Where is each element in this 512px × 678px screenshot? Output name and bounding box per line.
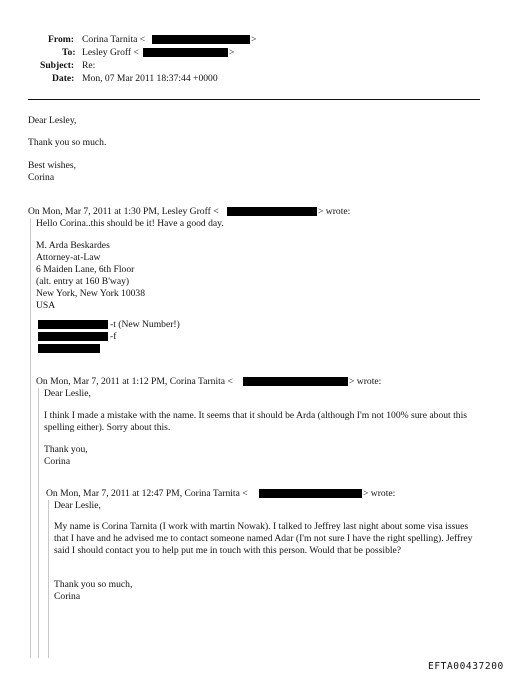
date-label: Date: — [52, 73, 75, 84]
redaction-box — [38, 344, 100, 353]
quote3-signature: Corina — [54, 591, 81, 602]
redaction-box — [243, 377, 348, 386]
quote3-greeting: Dear Leslie, — [54, 500, 101, 511]
quote3-attribution: On Mon, Mar 7, 2011 at 12:47 PM, Corina Tarnita < — [46, 488, 248, 499]
redaction-box — [143, 48, 228, 57]
address-line: New York, New York 10038 — [36, 288, 146, 299]
quote1-attribution-end: > wrote: — [318, 206, 351, 217]
phone2-suffix: -f — [110, 331, 117, 342]
subject-value: Re: — [82, 60, 96, 71]
reply-greeting: Dear Lesley, — [28, 115, 77, 126]
address-line: (alt. entry at 160 B'way) — [36, 276, 130, 287]
reply-closing: Best wishes, — [28, 160, 76, 171]
quote1-line: Hello Corina..this should be it! Have a good day. — [36, 218, 224, 229]
quote1-bar — [30, 218, 31, 658]
quote2-body: I think I made a mistake with the name. It seems that it should be Arda (although I'm not 100% sure about this spelling either). Sorry about this. — [44, 410, 467, 433]
redaction-box — [259, 489, 362, 498]
quote2-attribution-end: > wrote: — [349, 376, 382, 387]
quote2-greeting: Dear Leslie, — [44, 388, 91, 399]
quote2-closing: Thank you, — [44, 444, 88, 455]
quote2-bar — [38, 388, 39, 658]
from-value: Corina Tarnita < — [82, 34, 146, 45]
quote2-attribution: On Mon, Mar 7, 2011 at 1:12 PM, Corina Tarnita < — [36, 376, 233, 387]
quote3-closing: Thank you so much, — [54, 579, 133, 590]
address-line: USA — [36, 300, 56, 311]
date-value: Mon, 07 Mar 2011 18:37:44 +0000 — [82, 73, 218, 84]
quote3-bar — [48, 500, 49, 658]
quote3-attribution-end: > wrote: — [363, 488, 396, 499]
address-line: M. Arda Beskardes — [36, 240, 110, 251]
from-label: From: — [48, 34, 74, 45]
from-close-bracket: > — [251, 34, 257, 45]
subject-label: Subject: — [40, 60, 75, 71]
address-line: Attorney-at-Law — [36, 252, 101, 263]
quote3-body: My name is Corina Tarnita (I work with martin Nowak). I talked to Jeffrey last night about some visa issues that I have and he advised me to contact someone named Adar (I'm not sure I have the right spelling). Jeffrey said I should contact you to help put me in touch with this person. Would that be possible? — [54, 521, 473, 556]
redaction-box — [38, 332, 108, 341]
quote2-signature: Corina — [44, 456, 71, 467]
quote1-attribution: On Mon, Mar 7, 2011 at 1:30 PM, Lesley Groff < — [28, 206, 219, 217]
document-id: EFTA00437200 — [428, 661, 504, 672]
to-close-bracket: > — [229, 47, 235, 58]
reply-body: Thank you so much. — [28, 137, 107, 148]
redaction-box — [227, 207, 317, 216]
to-value: Lesley Groff < — [82, 47, 139, 58]
reply-signature: Corina — [28, 172, 55, 183]
redaction-box — [152, 35, 250, 44]
address-line: 6 Maiden Lane, 6th Floor — [36, 264, 135, 275]
phone1-suffix: -t (New Number!) — [110, 319, 180, 330]
redaction-box — [38, 320, 108, 329]
to-label: To: — [62, 47, 76, 58]
header-divider — [28, 99, 480, 100]
